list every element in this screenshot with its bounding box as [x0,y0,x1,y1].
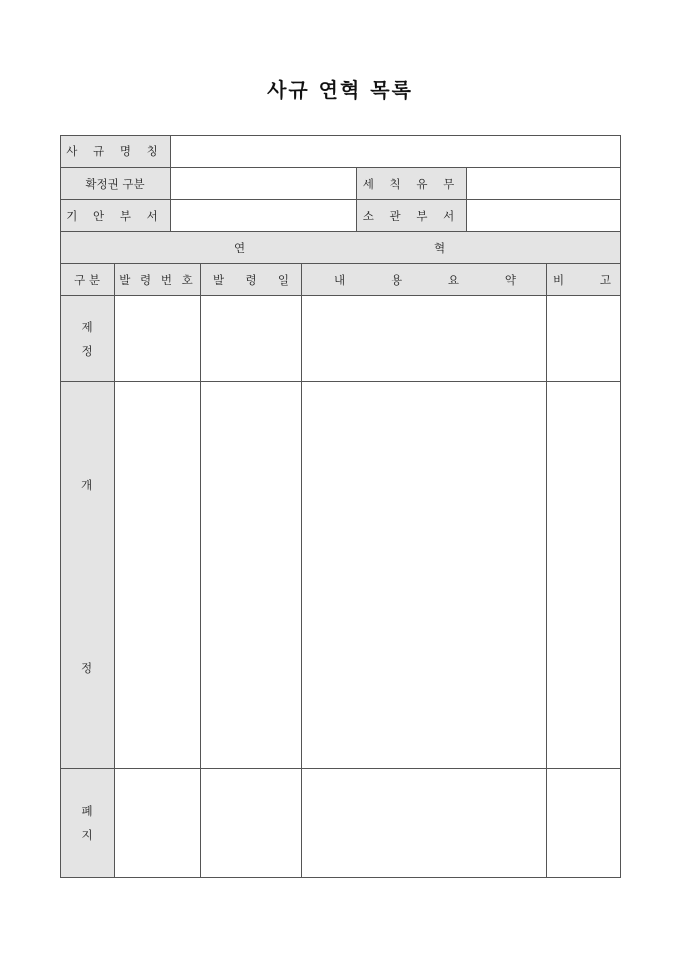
row-revise-label [60,382,115,769]
enact-issue-no-cell[interactable] [115,296,201,382]
detail-rules-field[interactable] [467,168,621,200]
history-header-left: 연 [234,240,246,255]
row-revise-bottom: 정 [81,661,93,675]
confirm-type-label: 확정권 구분 [60,168,171,200]
draft-dept-label: 기 안 부 서 [60,200,171,232]
col-summary-char: 내 [334,272,346,287]
enact-remarks-cell[interactable] [547,296,621,382]
draft-dept-field[interactable] [171,200,357,232]
enact-issue-date-cell[interactable] [201,296,302,382]
revise-remarks-cell[interactable] [547,382,621,769]
col-remarks-char: 비 [553,272,565,287]
col-remarks-char: 고 [599,272,611,287]
history-header-right: 혁 [434,240,446,255]
col-issue-date-char: 령 [245,272,257,287]
abolish-remarks-cell[interactable] [547,769,621,878]
row-enact-char: 정 [81,343,93,358]
history-header [60,232,621,264]
owner-dept-field[interactable] [467,200,621,232]
col-issue-no-header: 발 령 번 호 [115,264,201,296]
col-summary-char: 요 [447,272,460,287]
col-summary-char: 용 [390,272,403,287]
abolish-summary-cell[interactable] [302,769,547,878]
detail-rules-label: 세 칙 유 무 [357,168,467,200]
row-abolish-label [60,769,115,878]
revise-issue-no-cell[interactable] [115,382,201,769]
row-abolish-char: 폐 [81,804,93,818]
col-issue-date-char: 발 [213,272,225,287]
page-title: 사규 연혁 목록 [267,78,413,102]
col-issue-date-header [201,264,302,296]
row-revise-top: 개 [81,478,93,492]
col-summary-header [302,264,547,296]
col-issue-date-char: 일 [277,272,289,287]
revise-summary-cell[interactable] [302,382,547,769]
confirm-type-field[interactable] [171,168,357,200]
col-type-header: 구 분 [60,264,115,296]
row-enact-char: 제 [81,319,93,334]
row-enact-label [60,296,115,382]
col-summary-char: 약 [504,272,516,287]
abolish-issue-no-cell[interactable] [115,769,201,878]
abolish-issue-date-cell[interactable] [201,769,302,878]
rule-name-label: 사 규 명 칭 [60,135,171,168]
col-remarks-header [547,264,621,296]
owner-dept-label: 소 관 부 서 [357,200,467,232]
row-abolish-char: 지 [81,828,93,842]
revise-issue-date-cell[interactable] [201,382,302,769]
enact-summary-cell[interactable] [302,296,547,382]
rule-name-field[interactable] [171,135,621,168]
